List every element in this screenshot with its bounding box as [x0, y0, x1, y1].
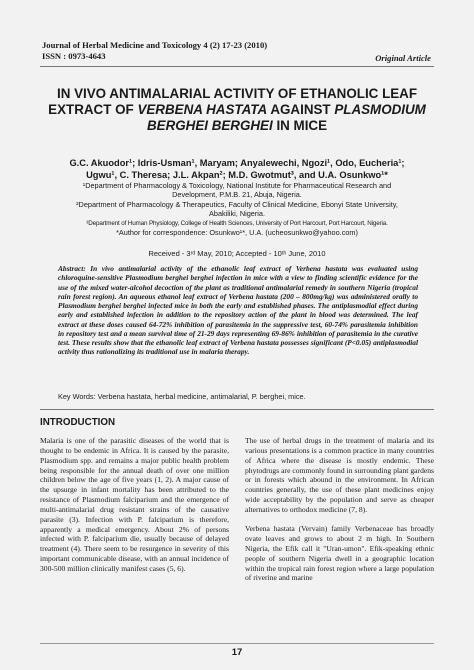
article-type: Original Article	[375, 53, 431, 63]
issn: ISSN : 0973-4643	[42, 51, 106, 61]
author-list	[40, 157, 434, 181]
journal-citation	[42, 40, 267, 62]
affiliation-line: ²Department of Pharmacology & Therapeutics, Faculty of Clinical Medicine, Ebonyi State University,	[76, 199, 398, 209]
title-parasite: BERGHEI BERGHEI	[146, 118, 273, 133]
title-line-1: IN VIVO ANTIMALARIAL ACTIVITY OF ETHANOLIC LEAF	[56, 86, 418, 101]
title-text: EXTRACT OF	[48, 102, 138, 117]
paragraph: The use of herbal drugs in the treatment of malaria and its various presentations is a common practice in many countries of Africa where the disease is mostly endemic. These phytodrugs are commonly found in surrounding plant gardens or in forests which abound in the environment. In African countries generally, the use of these plant medicines enjoy wide acceptability by the population and serve as cheaper alternatives to orthodox medicine (7, 8).	[245, 436, 434, 514]
journal-name: Journal of Herbal Medicine and Toxicology 4 (2) 17-23 (2010)	[42, 40, 268, 50]
title-line-2	[40, 102, 434, 118]
abstract: Abstract: In vivo antimalarial activity of the ethanolic leaf extract of Verbena hastata was evaluated using chloroquine-sensitive Plasmodium berghei berghei infection in mice with a view to finding scientific evidence for the use of the mixed water-alcohol decoction of the plant as traditional antimalarial remedy in southern Nigeria (tropical rain forest region). An aqueous ethanol leaf extract of Verbena hastata (200 – 800mg/kg) was administered orally to Plasmodium berghei berghei infected mice in both the early and established phases. The antiplasmodial effect during early and established infection in addition to the repository action of the plant in blood was determined. The leaf extract at these doses caused 64-72% inhibition of parasitemia in the suppressive test, 60-74% parasitemia inhibition in repository test and a mean survival time of 21-29 days representing 69-86% inhibition of parasitemia in the curative test. These results show that the ethanolic leaf extract of Verbena hastata possesses significant (P<0.05) antiplasmodial activity thus rationalizing its traditional use in malaria therapy.	[58, 264, 418, 357]
left-column	[40, 436, 229, 583]
footer-rule	[40, 643, 434, 644]
affiliation-line: Abakiliki, Nigeria.	[209, 209, 265, 219]
title-text: AGAINST	[267, 102, 335, 117]
title-parasite: PLASMODIUM	[334, 102, 426, 117]
paragraph: Verbena hastata (Vervain) family Verbenaceae has broadly ovate leaves and grows to about 2 m high. In Southern Nigeria, the Efik call it "Uran-umon". Efik-speaking ethnic people of southern Nigeria dwell in a geographic location within the tropical rain forest region where a large population of riverine and marine	[245, 524, 434, 583]
title-line-3	[40, 118, 434, 134]
affiliation-line: ³Department of Human Physiology, College of Health Sciences, University of Port Harcourt, Port Harcourt, Nigeria.	[86, 219, 388, 227]
section-rule	[40, 409, 434, 410]
title-text: IN MICE	[272, 118, 328, 133]
affiliations	[40, 181, 434, 237]
paper-title	[40, 86, 434, 134]
header-rule	[40, 66, 434, 67]
paragraph: Malaria is one of the parasitic diseases of the world that is thought to be endemic in Africa. It is caused by the parasite, Plasmodium spp. and remains a major public health problem being responsible for the annual death of over one million children below the age of five years (1, 2). A major cause of the upsurge in infant mortality has been attributed to the resistance of Plasmodium falciparium and the emergence of multi-antimalarial drug resistant strains of the causative parasite (3). Infection with P. falciparium is therefore, apparently a medical emergency. About 2% of persons infected with P. falciparium die, usually because of delayed treatment (4). There seem to be resurgence in severity of this important communicable disease, with an annual incidence of 300-500 million clinically manifest cases (5, 6).	[40, 436, 229, 573]
right-column	[245, 436, 434, 593]
keywords: Key Words: Verbena hastata, herbal medicine, antimalarial, P. berghei, mice.	[58, 392, 306, 401]
page-number: 17	[231, 647, 243, 658]
received-dates: Received - 3ʳᵈ May, 2010; Accepted - 10ᵗʰ June, 2010	[148, 249, 326, 258]
correspondence: *Author for correspondence: Osunkwo¹*, U.A. (ucheosunkwo@yahoo.com)	[116, 228, 358, 238]
title-species: VERBENA HASTATA	[137, 102, 268, 117]
section-heading: INTRODUCTION	[40, 417, 116, 428]
authors-line-2: Ugwu¹, C. Theresa; J.L. Akpan²; M.D. Gwotmut³, and U.A. Osunkwo¹*	[86, 170, 388, 180]
affiliation-line: Development, P.M.B. 21, Abuja, Nigeria.	[172, 190, 302, 200]
affiliation-line: ¹Department of Pharmacology & Toxicology, National Institute for Pharmaceutical Research and	[82, 181, 392, 190]
authors-line-1: G.C. Akuodor¹; Idris-Usman¹, Maryam; Anyalewechi, Ngozi¹, Odo, Eucheria¹;	[69, 158, 405, 168]
